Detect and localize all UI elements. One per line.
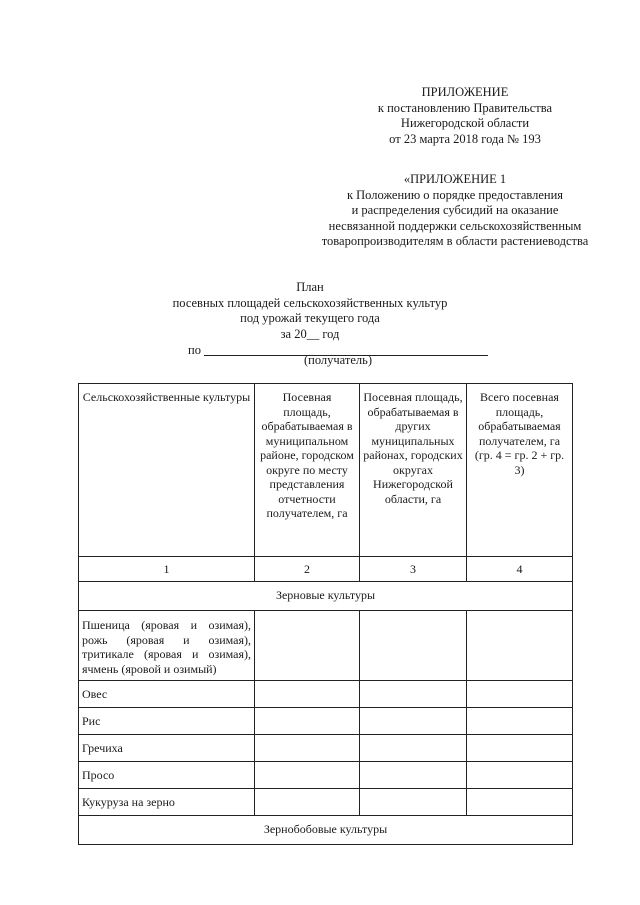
section-row (79, 816, 573, 845)
crop-name: Рис (79, 708, 255, 735)
input-cell[interactable] (360, 735, 467, 762)
input-cell[interactable] (467, 789, 573, 816)
appendix-line: Нижегородской области (400, 116, 530, 130)
appendix1-header (300, 172, 610, 250)
section-grain: Зерновые культуры (79, 582, 573, 611)
input-cell[interactable] (360, 681, 467, 708)
table-header-row (79, 384, 573, 557)
header-area-local: Посевная площадь, обрабатываемая в муниципальном районе, городском округе по месту представления отчетности получателем, га (255, 384, 360, 557)
input-cell[interactable] (467, 708, 573, 735)
plan-title-block (160, 280, 460, 342)
header-area-total: Всего посевная площадь, обрабатываемая получателем, га (гр. 4 = гр. 2 + гр. 3) (467, 384, 573, 557)
column-number: 3 (360, 557, 467, 582)
input-cell[interactable] (255, 735, 360, 762)
input-cell[interactable] (255, 789, 360, 816)
appendix1-title: «ПРИЛОЖЕНИЕ 1 (403, 172, 507, 186)
plan-subtitle: посевных площадей сельскохозяйственных культур (172, 295, 448, 310)
appendix-header (340, 85, 590, 147)
appendix1-line: несвязанной поддержки сельскохозяйственным (328, 218, 582, 233)
appendix1-line: к Положению о порядке предоставления (346, 187, 564, 202)
input-cell[interactable] (360, 789, 467, 816)
section-legumes: Зернобобовые культуры (79, 816, 573, 845)
input-cell[interactable] (360, 708, 467, 735)
crops-table (78, 383, 573, 845)
crop-name: Гречиха (79, 735, 255, 762)
input-cell[interactable] (360, 762, 467, 789)
plan-year: за 20__ год (280, 326, 340, 341)
input-cell[interactable] (255, 762, 360, 789)
appendix-line: к постановлению Правительства (377, 100, 553, 115)
crop-name: Овес (79, 681, 255, 708)
input-cell[interactable] (255, 708, 360, 735)
table-row (79, 735, 573, 762)
recipient-prefix: по (188, 343, 201, 357)
appendix-date: от 23 марта 2018 года № 193 (389, 131, 541, 146)
column-numbers-row (79, 557, 573, 582)
plan-subtitle: под урожай текущего года (240, 311, 380, 325)
appendix-title: ПРИЛОЖЕНИЕ (421, 85, 509, 99)
table-row (79, 789, 573, 816)
crop-name: Просо (79, 762, 255, 789)
table-row (79, 681, 573, 708)
crop-name: Пшеница (яровая и озимая), рожь (яровая и озимая), тритикале (яровая и озимая), ячмень (яровой и озимый) (79, 611, 255, 681)
recipient-caption: (получатель) (303, 353, 373, 367)
table-row (79, 611, 573, 681)
input-cell[interactable] (467, 735, 573, 762)
appendix1-line: и распределения субсидий на оказание (351, 203, 559, 217)
plan-title: План (296, 280, 324, 294)
table-row (79, 708, 573, 735)
header-crops: Сельскохозяйственные культуры (79, 384, 255, 557)
input-cell[interactable] (467, 611, 573, 681)
column-number: 2 (255, 557, 360, 582)
header-area-other: Посевная площадь, обрабатываемая в других муниципальных районах, городских округах Нижегородской области, га (360, 384, 467, 557)
column-number: 4 (467, 557, 573, 582)
column-number: 1 (79, 557, 255, 582)
crop-name: Кукуруза на зерно (79, 789, 255, 816)
input-cell[interactable] (467, 762, 573, 789)
section-row (79, 582, 573, 611)
input-cell[interactable] (360, 611, 467, 681)
table-row (79, 762, 573, 789)
appendix1-line: товаропроизводителям в области растениеводства (321, 234, 589, 248)
input-cell[interactable] (255, 611, 360, 681)
input-cell[interactable] (255, 681, 360, 708)
input-cell[interactable] (467, 681, 573, 708)
